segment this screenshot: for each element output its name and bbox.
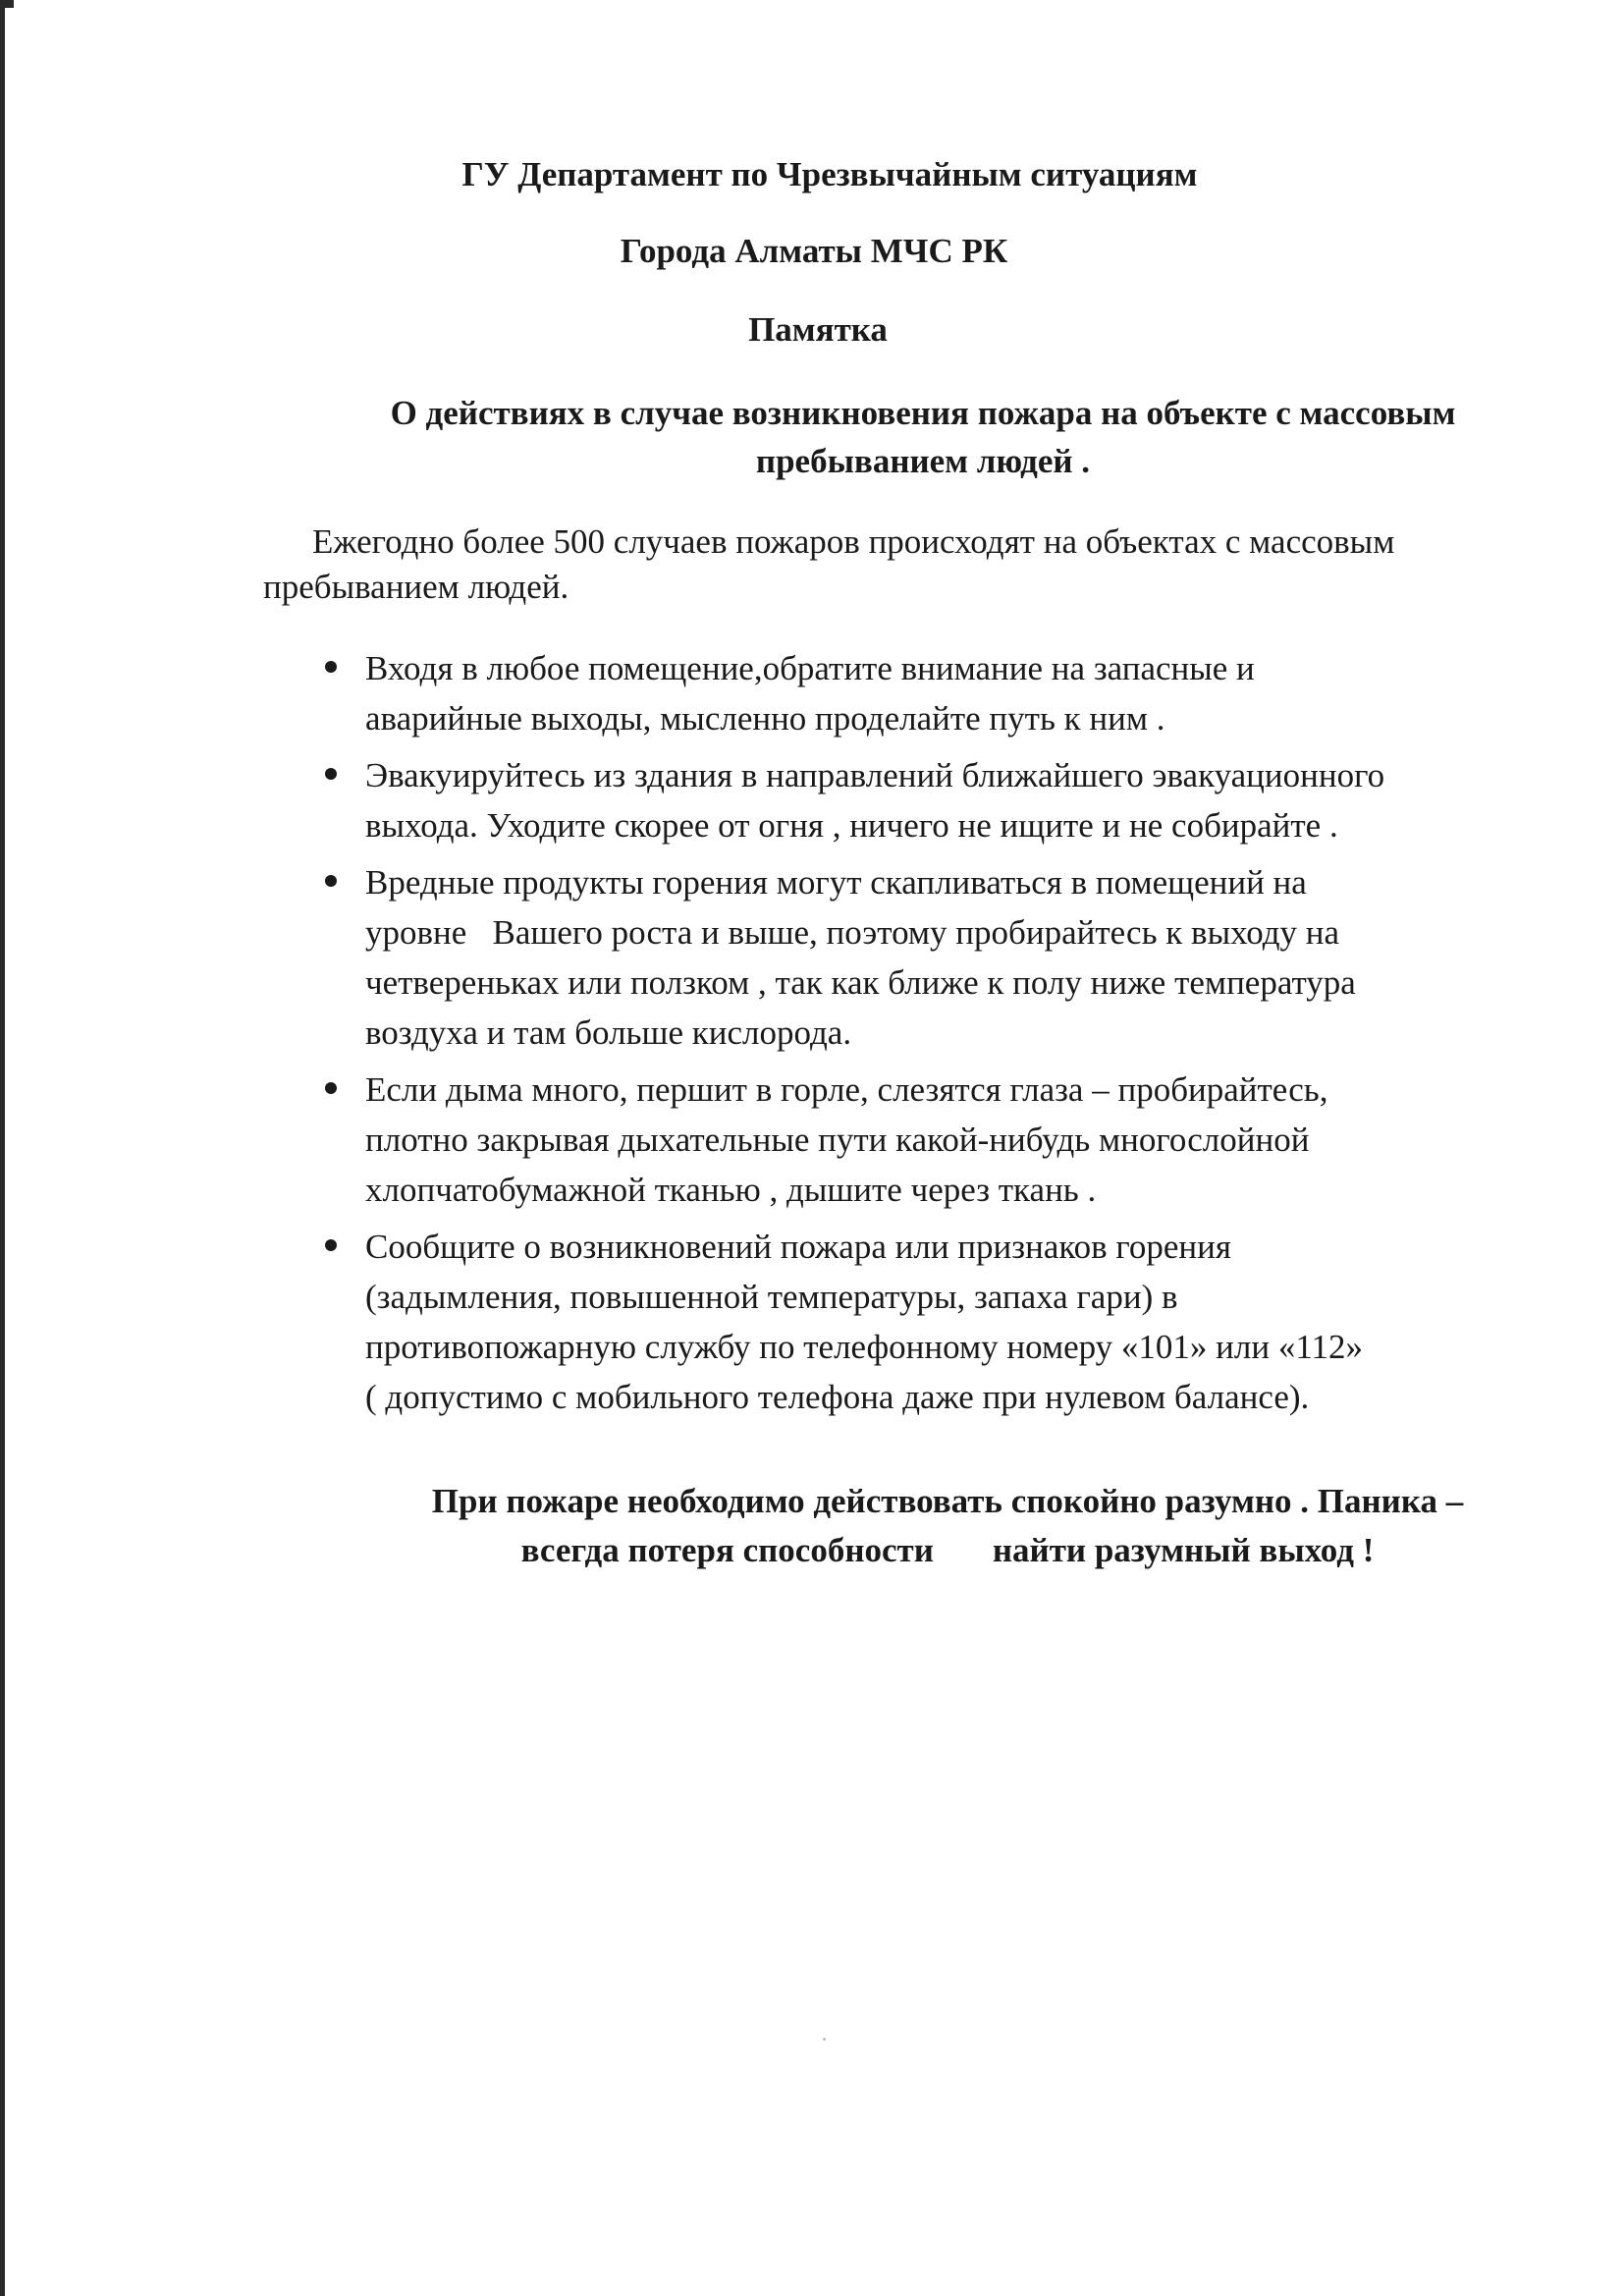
list-item-line: выхода. Уходите скорее от огня , ничего не ищите и не собирайте . — [365, 806, 1338, 845]
safety-instructions-list — [320, 643, 1597, 1429]
list-item-line: четвереньках или ползком , так как ближе к полу ниже температура — [365, 963, 1356, 1002]
intro-line-1: Ежегодно более 500 случаев пожаров происходят на объектах с массовым — [312, 522, 1395, 561]
closing-statement-line-1: При пожаре необходимо действовать спокойно разумно . Паника – — [431, 1482, 1464, 1520]
list-item-line: Вредные продукты горения могут скапливаться в помещений на — [365, 863, 1307, 902]
bullet-icon — [325, 875, 337, 887]
subject-line-1: О действиях в случае возникновения пожара на объекте с массовым — [390, 394, 1456, 432]
list-item — [320, 1065, 1597, 1215]
bullet-icon — [325, 1082, 337, 1094]
closing-statement-part-2: найти разумный выход ! — [992, 1531, 1375, 1569]
header-city: Города Алматы МЧС РК — [620, 232, 1008, 270]
list-item-line: уровне Вашего роста и выше, поэтому пробирайтесь к выходу на — [365, 913, 1340, 952]
list-item-line: воздуха и там больше кислорода. — [365, 1013, 852, 1052]
list-item-line: аварийные выходы, мысленно проделайте путь к ним . — [365, 699, 1165, 738]
list-item-line: плотно закрывая дыхательные пути какой-нибудь многослойной — [365, 1121, 1310, 1159]
list-item-line: хлопчатобумажной тканью , дышите через ткань . — [365, 1171, 1097, 1209]
list-item-line: ( допустимо с мобильного телефона даже при нулевом балансе). — [365, 1378, 1310, 1416]
list-item-line: противопожарную службу по телефонному номеру «101» или «112» — [365, 1328, 1364, 1366]
closing-statement-line-2 — [334, 1528, 1561, 1573]
list-item — [320, 857, 1597, 1058]
header-organization: ГУ Департамент по Чрезвычайным ситуациям — [461, 155, 1198, 193]
list-item-line: Эвакуируйтесь из здания в направлений ближайшего эвакуационного — [365, 756, 1385, 794]
list-item — [320, 750, 1597, 850]
bullet-icon — [325, 768, 337, 780]
bullet-icon — [325, 661, 337, 673]
list-item-line: (задымления, повышенной температуры, запаха гари) в — [365, 1278, 1178, 1316]
scan-corner-mark — [0, 0, 14, 8]
intro-line-2: пребыванием людей. — [263, 568, 569, 606]
document-type-title: Памятка — [748, 310, 888, 349]
scan-speck — [823, 2038, 826, 2041]
list-item-line: Если дыма много, першит в горле, слезятся глаза – пробирайтесь, — [365, 1070, 1328, 1109]
list-item — [320, 643, 1597, 743]
closing-statement-part-1: всегда потеря способности — [520, 1531, 934, 1569]
list-item-line: Сообщите о возникновений пожара или признаков горения — [365, 1228, 1231, 1266]
subject-line-2: пребыванием людей . — [755, 442, 1091, 480]
list-item-line: Входя в любое помещение,обратите внимание на запасные и — [365, 649, 1255, 687]
list-item — [320, 1222, 1597, 1422]
bullet-icon — [325, 1239, 337, 1251]
scan-edge-mark — [0, 0, 5, 2296]
